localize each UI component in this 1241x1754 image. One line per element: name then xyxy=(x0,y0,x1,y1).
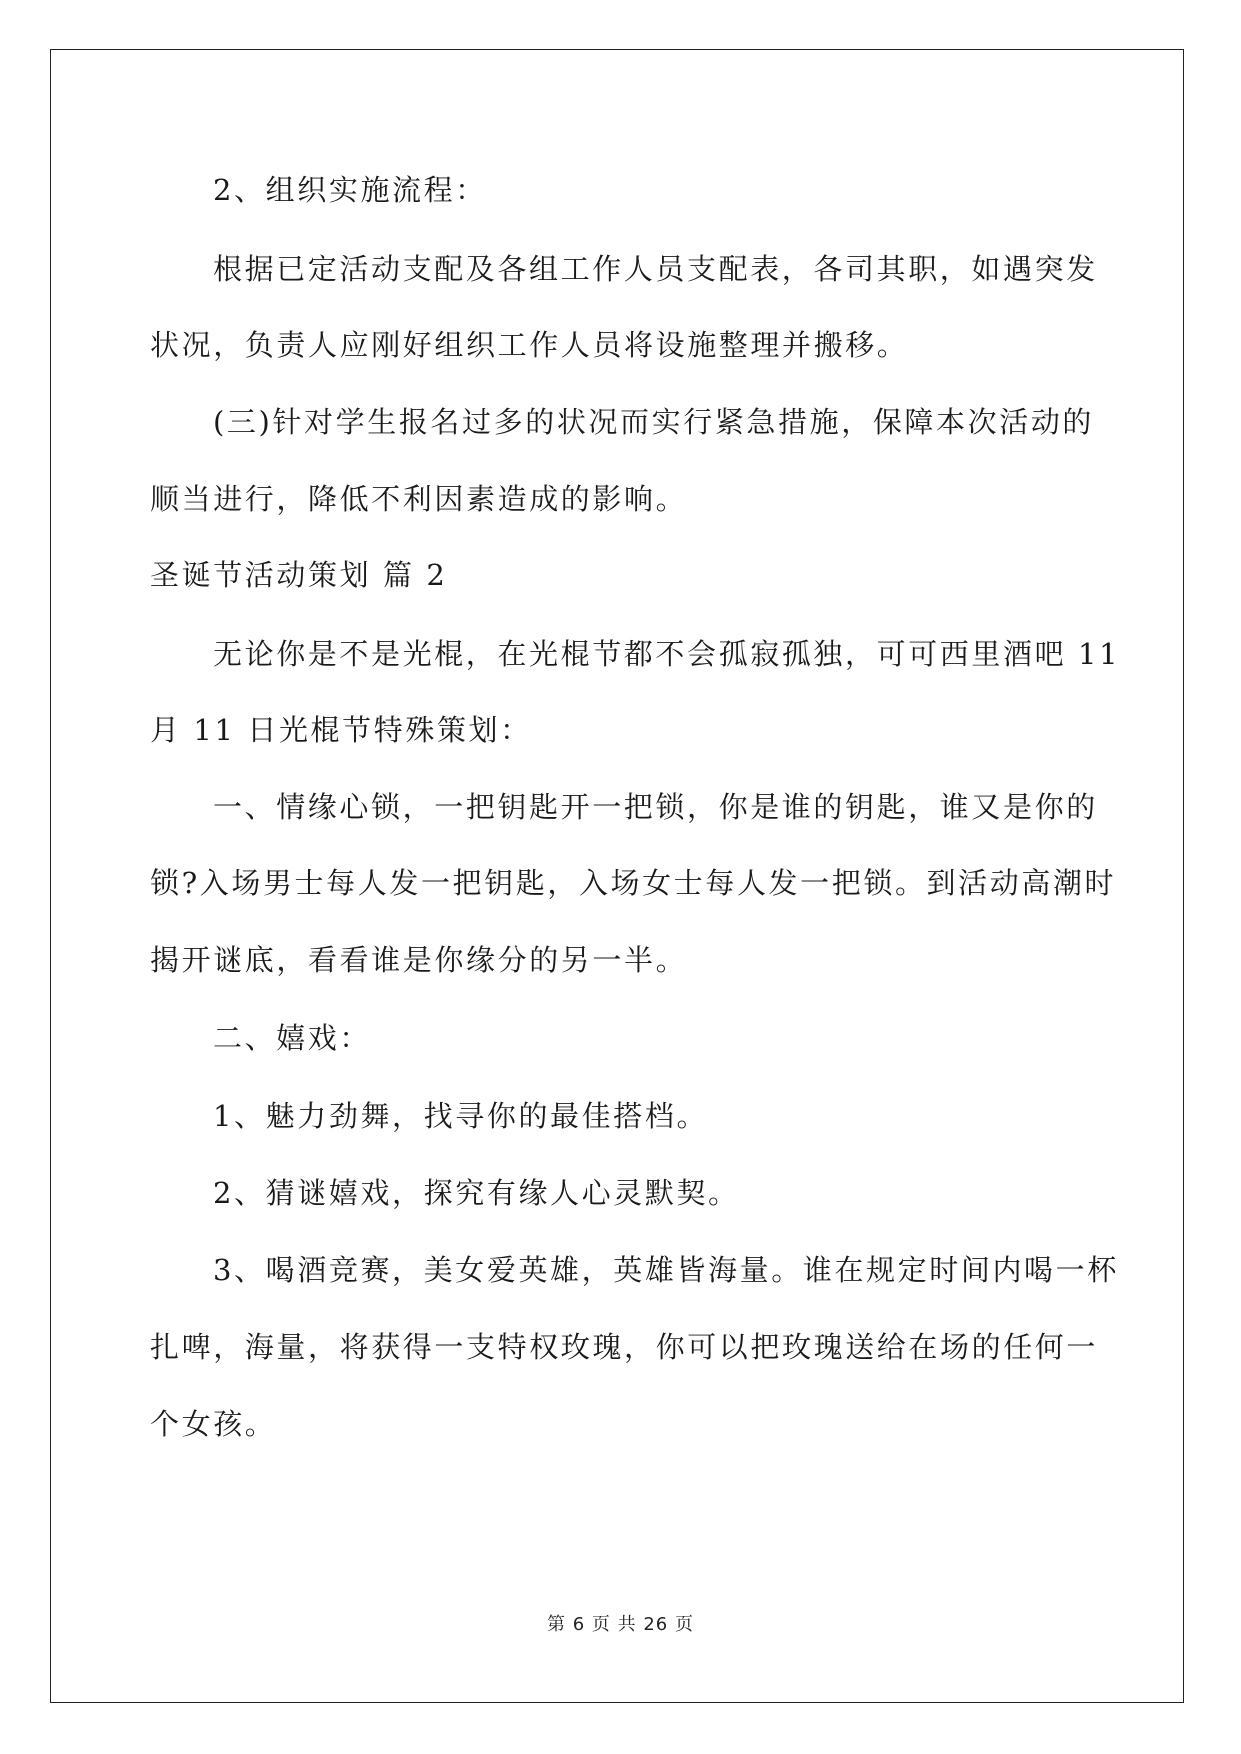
text-line: 2、组织实施流程： xyxy=(213,173,487,207)
text-line: 扎啤，海量，将获得一支特权玫瑰，你可以把玫瑰送给在场的任何一 xyxy=(150,1330,1099,1364)
page-number: 第 6 页 共 26 页 xyxy=(547,1614,694,1635)
text-line: 2、猜谜嬉戏，探究有缘人心灵默契。 xyxy=(213,1176,740,1210)
text-line: 3、喝酒竞赛，美女爱英雄，英雄皆海量。谁在规定时间内喝一杯 xyxy=(213,1253,1119,1287)
text-line: 揭开谜底，看看谁是你缘分的另一半。 xyxy=(150,943,688,977)
section-heading: 圣诞节活动策划 篇 2 xyxy=(150,558,448,592)
text-line: 个女孩。 xyxy=(150,1407,277,1441)
text-line: 状况，负责人应刚好组织工作人员将设施整理并搬移。 xyxy=(150,328,909,362)
text-line: 月 11 日光棍节特殊策划： xyxy=(150,713,532,747)
text-line: 无论你是不是光棍，在光棍节都不会孤寂孤独，可可西里酒吧 11 xyxy=(213,637,1121,671)
text-line: 顺当进行，降低不利因素造成的影响。 xyxy=(150,482,688,516)
text-line: 一、情缘心锁，一把钥匙开一把锁，你是谁的钥匙，谁又是你的 xyxy=(213,790,1098,824)
text-line: 根据已定活动支配及各组工作人员支配表，各司其职，如遇突发 xyxy=(213,252,1098,286)
text-line: (三)针对学生报名过多的状况而实行紧急措施，保障本次活动的 xyxy=(213,405,1095,439)
text-line: 锁?入场男士每人发一把钥匙，入场女士每人发一把锁。到活动高潮时 xyxy=(150,866,1117,900)
text-line: 1、魅力劲舞，找寻你的最佳搭档。 xyxy=(213,1099,709,1133)
text-line: 二、嬉戏： xyxy=(213,1021,372,1055)
